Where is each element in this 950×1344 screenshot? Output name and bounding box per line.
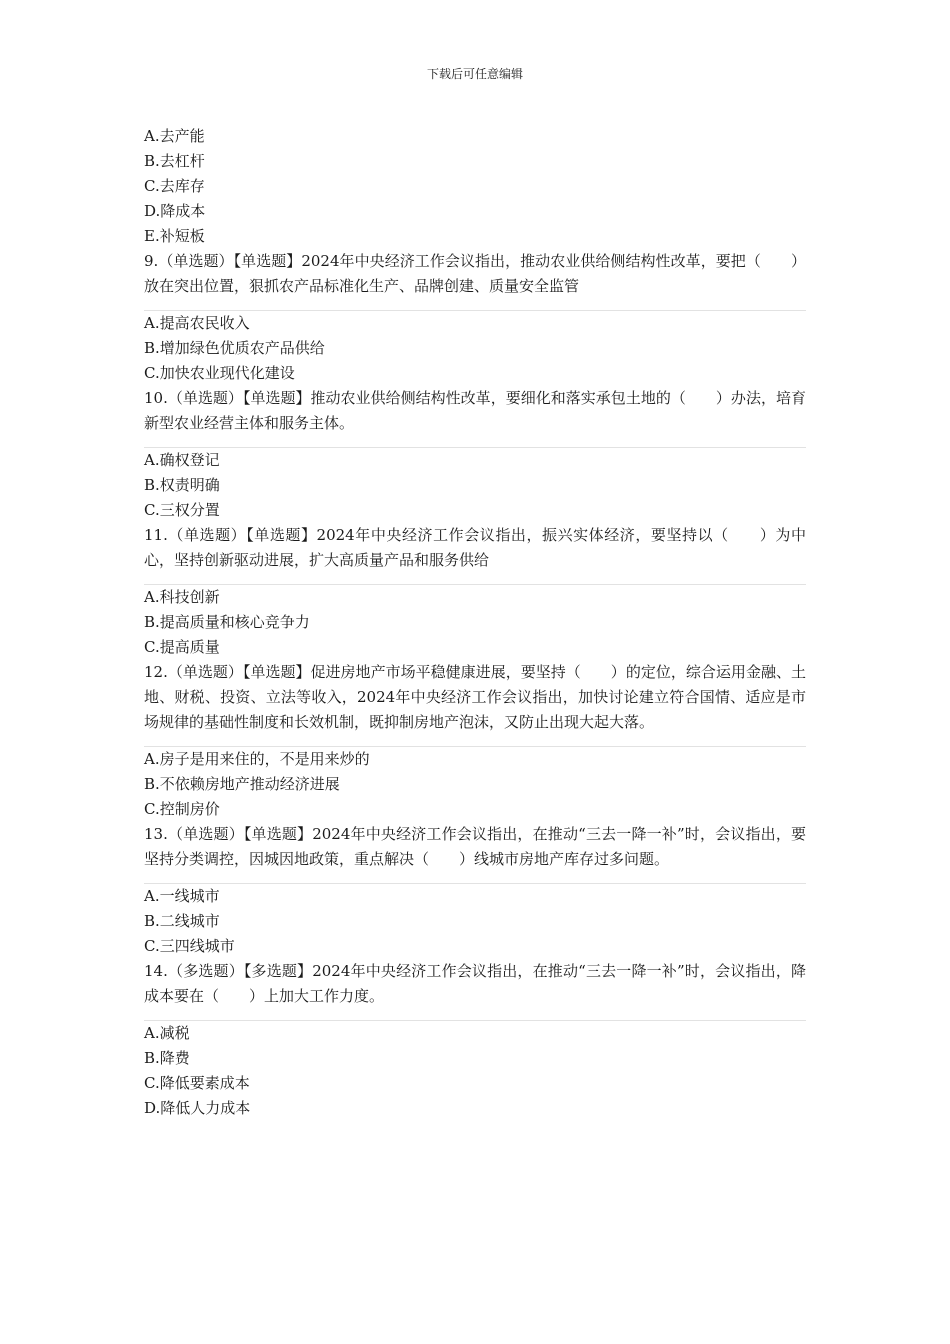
document-body [144, 124, 806, 1121]
option: B.二线城市 [144, 912, 220, 930]
option: B.权责明确 [144, 476, 220, 494]
question-10 [144, 386, 806, 523]
option: B.不依赖房地产推动经济进展 [144, 775, 340, 793]
option: B.去杠杆 [144, 152, 205, 170]
option: A.提高农民收入 [144, 314, 250, 332]
option: A.科技创新 [144, 588, 220, 606]
option: C.去库存 [144, 177, 205, 195]
option: D.降成本 [144, 202, 206, 220]
option: C.三四线城市 [144, 937, 235, 955]
option: C.加快农业现代化建设 [144, 364, 295, 382]
question-14 [144, 959, 806, 1121]
option: B.提高质量和核心竞争力 [144, 613, 310, 631]
question-text: 13.（单选题）【单选题】2024年中央经济工作会议指出，在推动“三去一降一补”时，会议指出，要坚持分类调控，因城因地政策，重点解决（ ）线城市房地产库存过多问题。 [144, 825, 806, 868]
option: D.降低人力成本 [144, 1099, 251, 1117]
option: C.控制房价 [144, 800, 220, 818]
option: A.一线城市 [144, 887, 220, 905]
option: B.增加绿色优质农产品供给 [144, 339, 325, 357]
question-9 [144, 249, 806, 386]
option: A.房子是用来住的，不是用来炒的 [144, 750, 370, 768]
question-text: 10.（单选题）【单选题】推动农业供给侧结构性改革，要细化和落实承包土地的（ ）办法，培育新型农业经营主体和服务主体。 [144, 389, 806, 432]
question-11 [144, 523, 806, 660]
question-text: 12.（单选题）【单选题】促进房地产市场平稳健康进展，要坚持（ ）的定位，综合运用金融、土地、财税、投资、立法等收入，2024年中央经济工作会议指出，加快讨论建立符合国情、适应是市场规律的基础性制度和长效机制，既抑制房地产泡沫，又防止出现大起大落。 [144, 663, 806, 731]
question-text: 11.（单选题）【单选题】2024年中央经济工作会议指出，振兴实体经济，要坚持以（ ）为中心，坚持创新驱动进展，扩大高质量产品和服务供给 [144, 526, 806, 569]
option: A.去产能 [144, 127, 205, 145]
option: C.三权分置 [144, 501, 220, 519]
lead-options [144, 124, 806, 249]
option: C.降低要素成本 [144, 1074, 250, 1092]
question-text: 9.（单选题）【单选题】2024年中央经济工作会议指出，推动农业供给侧结构性改革，要把（ ）放在突出位置，狠抓农产品标准化生产、品牌创建、质量安全监管 [144, 252, 806, 295]
question-text: 14.（多选题）【多选题】2024年中央经济工作会议指出，在推动“三去一降一补”时，会议指出，降成本要在（ ）上加大工作力度。 [144, 962, 806, 1005]
option: B.降费 [144, 1049, 190, 1067]
page-header: 下载后可任意编辑 [426, 67, 523, 81]
option: C.提高质量 [144, 638, 220, 656]
option: A.减税 [144, 1024, 190, 1042]
option: A.确权登记 [144, 451, 220, 469]
question-12 [144, 660, 806, 822]
option: E.补短板 [144, 227, 205, 245]
question-13 [144, 822, 806, 959]
